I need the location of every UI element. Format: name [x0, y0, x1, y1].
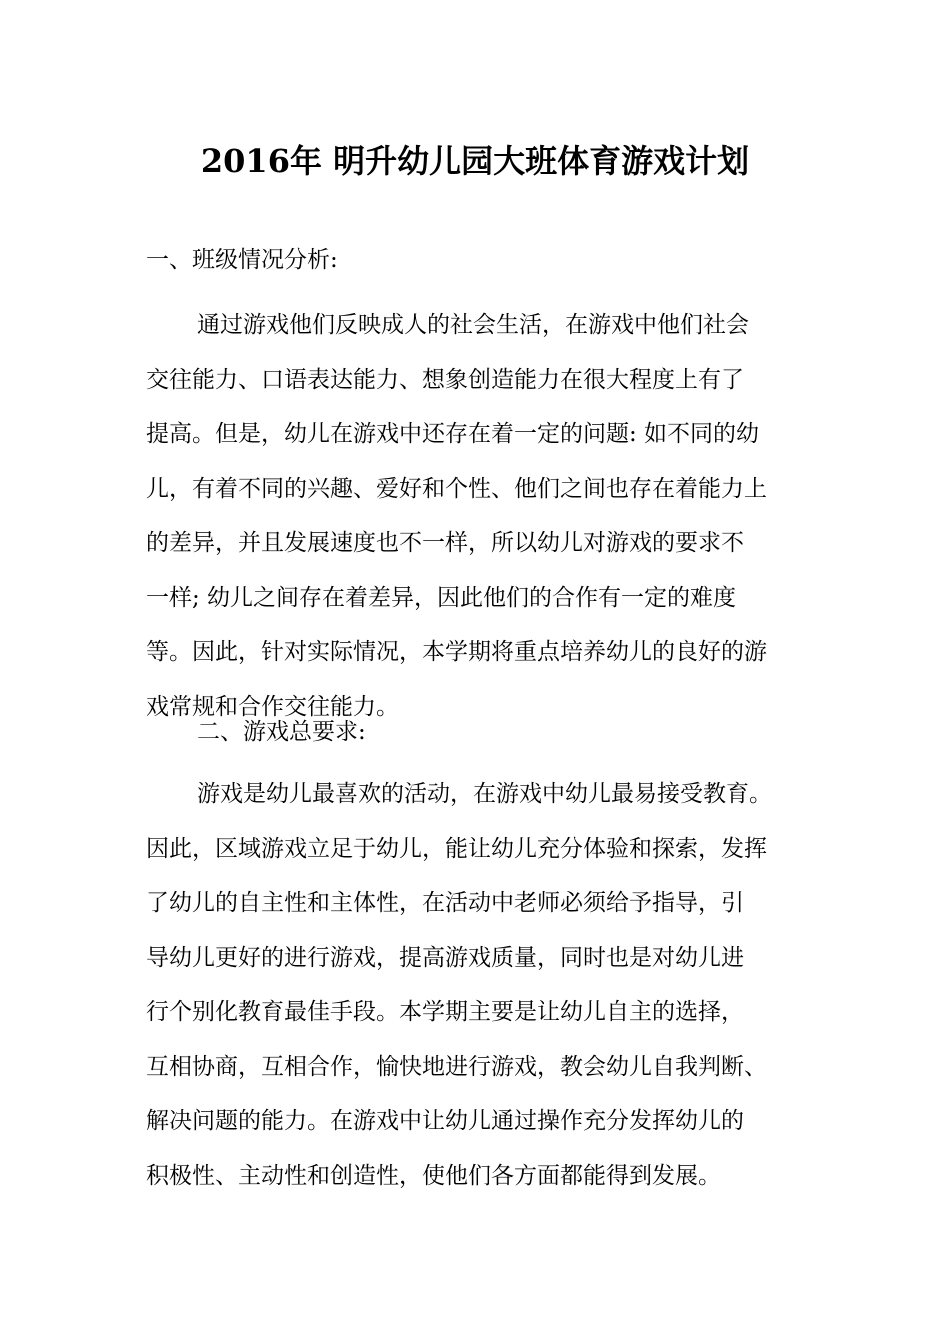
paragraph-line: 游戏是幼儿最喜欢的活动，在游戏中幼儿最易接受教育。 — [197, 781, 772, 807]
paragraph-line: 的差异，并且发展速度也不一样，所以幼儿对游戏的要求不 — [146, 530, 744, 556]
paragraph-line: 一样; 幼儿之间存在着差异，因此他们的合作有一定的难度 — [146, 584, 737, 611]
paragraph-line: 戏常规和合作交往能力。 — [146, 693, 399, 720]
paragraph-line: 积极性、主动性和创造性，使他们各方面都能得到发展。 — [146, 1162, 721, 1189]
paragraph-line: 互相协商，互相合作，愉快地进行游戏，教会幼儿自我判断、 — [146, 1053, 767, 1080]
paragraph-line: 行个别化教育最佳手段。本学期主要是让幼儿自主的选择， — [146, 999, 744, 1025]
paragraph-line: 提高。但是，幼儿在游戏中还存在着一定的问题: 如不同的幼 — [146, 421, 760, 447]
paragraph-line: 儿，有着不同的兴趣、爱好和个性、他们之间也存在着能力上 — [146, 475, 767, 502]
paragraph-class-analysis — [146, 298, 836, 734]
paragraph-line: 交往能力、口语表达能力、想象创造能力在很大程度上有了 — [146, 366, 744, 393]
paragraph-line: 解决问题的能力。在游戏中让幼儿通过操作充分发挥幼儿的 — [146, 1108, 744, 1134]
paragraph-line: 等。因此，针对实际情况，本学期将重点培养幼儿的良好的游 — [146, 639, 767, 665]
paragraph-line: 因此，区域游戏立足于幼儿，能让幼儿充分体验和探索，发挥 — [146, 835, 767, 862]
paragraph-line: 导幼儿更好的进行游戏，提高游戏质量，同时也是对幼儿进 — [146, 944, 744, 971]
paragraph-line: 通过游戏他们反映成人的社会生活，在游戏中他们社会 — [197, 312, 749, 338]
section-heading-game-requirements: 二、游戏总要求: — [197, 719, 366, 745]
document-title: 2016年 明升幼儿园大班体育游戏计划 — [200, 142, 750, 180]
section-heading-class-analysis: 一、班级情况分析: — [146, 247, 338, 273]
paragraph-line: 了幼儿的自主性和主体性，在活动中老师必须给予指导，引 — [146, 890, 744, 916]
paragraph-game-requirements — [146, 767, 836, 1203]
